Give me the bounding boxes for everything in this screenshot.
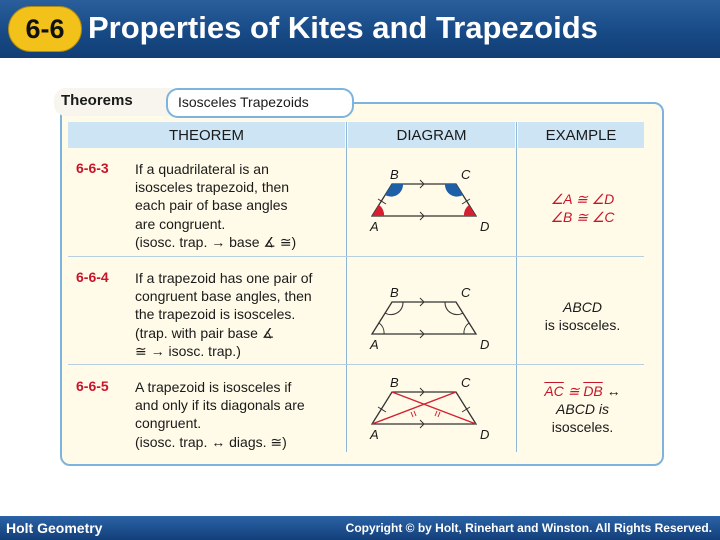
column-divider bbox=[516, 122, 517, 452]
topic-tab bbox=[166, 88, 354, 118]
theorem-statement bbox=[135, 160, 345, 251]
statement-line: are congruent. bbox=[135, 215, 226, 232]
example-line: ABCD is bbox=[556, 401, 609, 417]
vertex-label-d: D bbox=[480, 219, 490, 234]
segment-db: $\overline{DB}$ bbox=[583, 383, 603, 399]
theorem-number: 6-6-4 bbox=[76, 269, 109, 285]
vertex-label-a: A bbox=[370, 219, 379, 234]
topic-tab-label: Isosceles Trapezoids bbox=[178, 94, 309, 110]
statement-line: A trapezoid is isosceles if bbox=[135, 379, 292, 395]
congruent-symbol: ≅ bbox=[567, 383, 580, 399]
column-header-theorem: THEOREM bbox=[68, 122, 345, 148]
trapezoid-diagram-base-angles bbox=[362, 164, 502, 236]
example-line: isosceles. bbox=[551, 419, 614, 435]
segment-ac: $\overline{AC}$ bbox=[544, 383, 564, 399]
vertex-label-d: D bbox=[480, 427, 490, 442]
vertex-label-b: B bbox=[390, 167, 399, 182]
example-line: ABCD bbox=[563, 299, 602, 315]
theorems-tab-label: Theorems bbox=[61, 92, 133, 109]
statement-line: and only if its diagonals are bbox=[135, 397, 305, 414]
lesson-badge bbox=[8, 6, 82, 52]
vertex-label-d: D bbox=[480, 337, 490, 352]
vertex-label-b: B bbox=[390, 285, 399, 300]
example-angles bbox=[520, 190, 645, 226]
statement-line: the trapezoid is isosceles. bbox=[135, 306, 296, 323]
theorem-statement bbox=[135, 378, 345, 451]
theorem-number: 6-6-5 bbox=[76, 378, 109, 394]
example-isosceles bbox=[520, 298, 645, 334]
vertex-label-c: C bbox=[461, 167, 471, 182]
trapezoid-diagram-isosceles bbox=[362, 282, 502, 354]
footer-copyright: Copyright © by Holt, Rinehart and Winston. All Rights Reserved. bbox=[345, 521, 712, 535]
row-divider bbox=[68, 256, 644, 257]
theorems-tab bbox=[54, 88, 172, 116]
example-line: ∠A ≅ ∠D bbox=[550, 191, 615, 207]
example-line: ∠B ≅ ∠C bbox=[550, 209, 615, 225]
slide-header bbox=[0, 0, 720, 58]
slide-footer bbox=[0, 516, 720, 540]
statement-line: congruent. bbox=[135, 415, 202, 432]
column-header-diagram: DIAGRAM bbox=[348, 122, 515, 148]
trapezoid-diagram-diagonals bbox=[362, 372, 502, 444]
theorem-number: 6-6-3 bbox=[76, 160, 109, 176]
statement-line: If a trapezoid has one pair of bbox=[135, 270, 313, 286]
vertex-label-c: C bbox=[461, 285, 471, 300]
column-divider bbox=[346, 122, 347, 452]
statement-line: each pair of base angles bbox=[135, 197, 288, 214]
vertex-label-a: A bbox=[370, 427, 379, 442]
footer-course: Holt Geometry bbox=[6, 520, 103, 536]
vertex-label-b: B bbox=[390, 375, 399, 390]
statement-line: isosceles trapezoid, then bbox=[135, 179, 290, 196]
statement-line: (isosc. trap. ↔ diags. ≅) bbox=[135, 433, 287, 450]
slide-title: Properties of Kites and Trapezoids bbox=[88, 10, 598, 45]
iff-symbol: ↔ bbox=[606, 383, 621, 399]
statement-line: If a quadrilateral is an bbox=[135, 161, 269, 177]
statement-line: congruent base angles, then bbox=[135, 288, 312, 305]
example-segments-line bbox=[520, 382, 645, 400]
vertex-label-a: A bbox=[370, 337, 379, 352]
theorem-statement bbox=[135, 269, 345, 360]
statement-line: (isosc. trap. → base ∡ ≅) bbox=[135, 233, 297, 250]
statement-line: ≅ → isosc. trap.) bbox=[135, 342, 241, 359]
row-divider bbox=[68, 364, 644, 365]
lesson-number: 6-6 bbox=[25, 13, 65, 44]
statement-line: (trap. with pair base ∡ bbox=[135, 324, 275, 341]
example-line: is isosceles. bbox=[544, 317, 621, 333]
column-header-example: EXAMPLE bbox=[518, 122, 644, 148]
vertex-label-c: C bbox=[461, 375, 471, 390]
example-diagonals bbox=[520, 382, 645, 436]
